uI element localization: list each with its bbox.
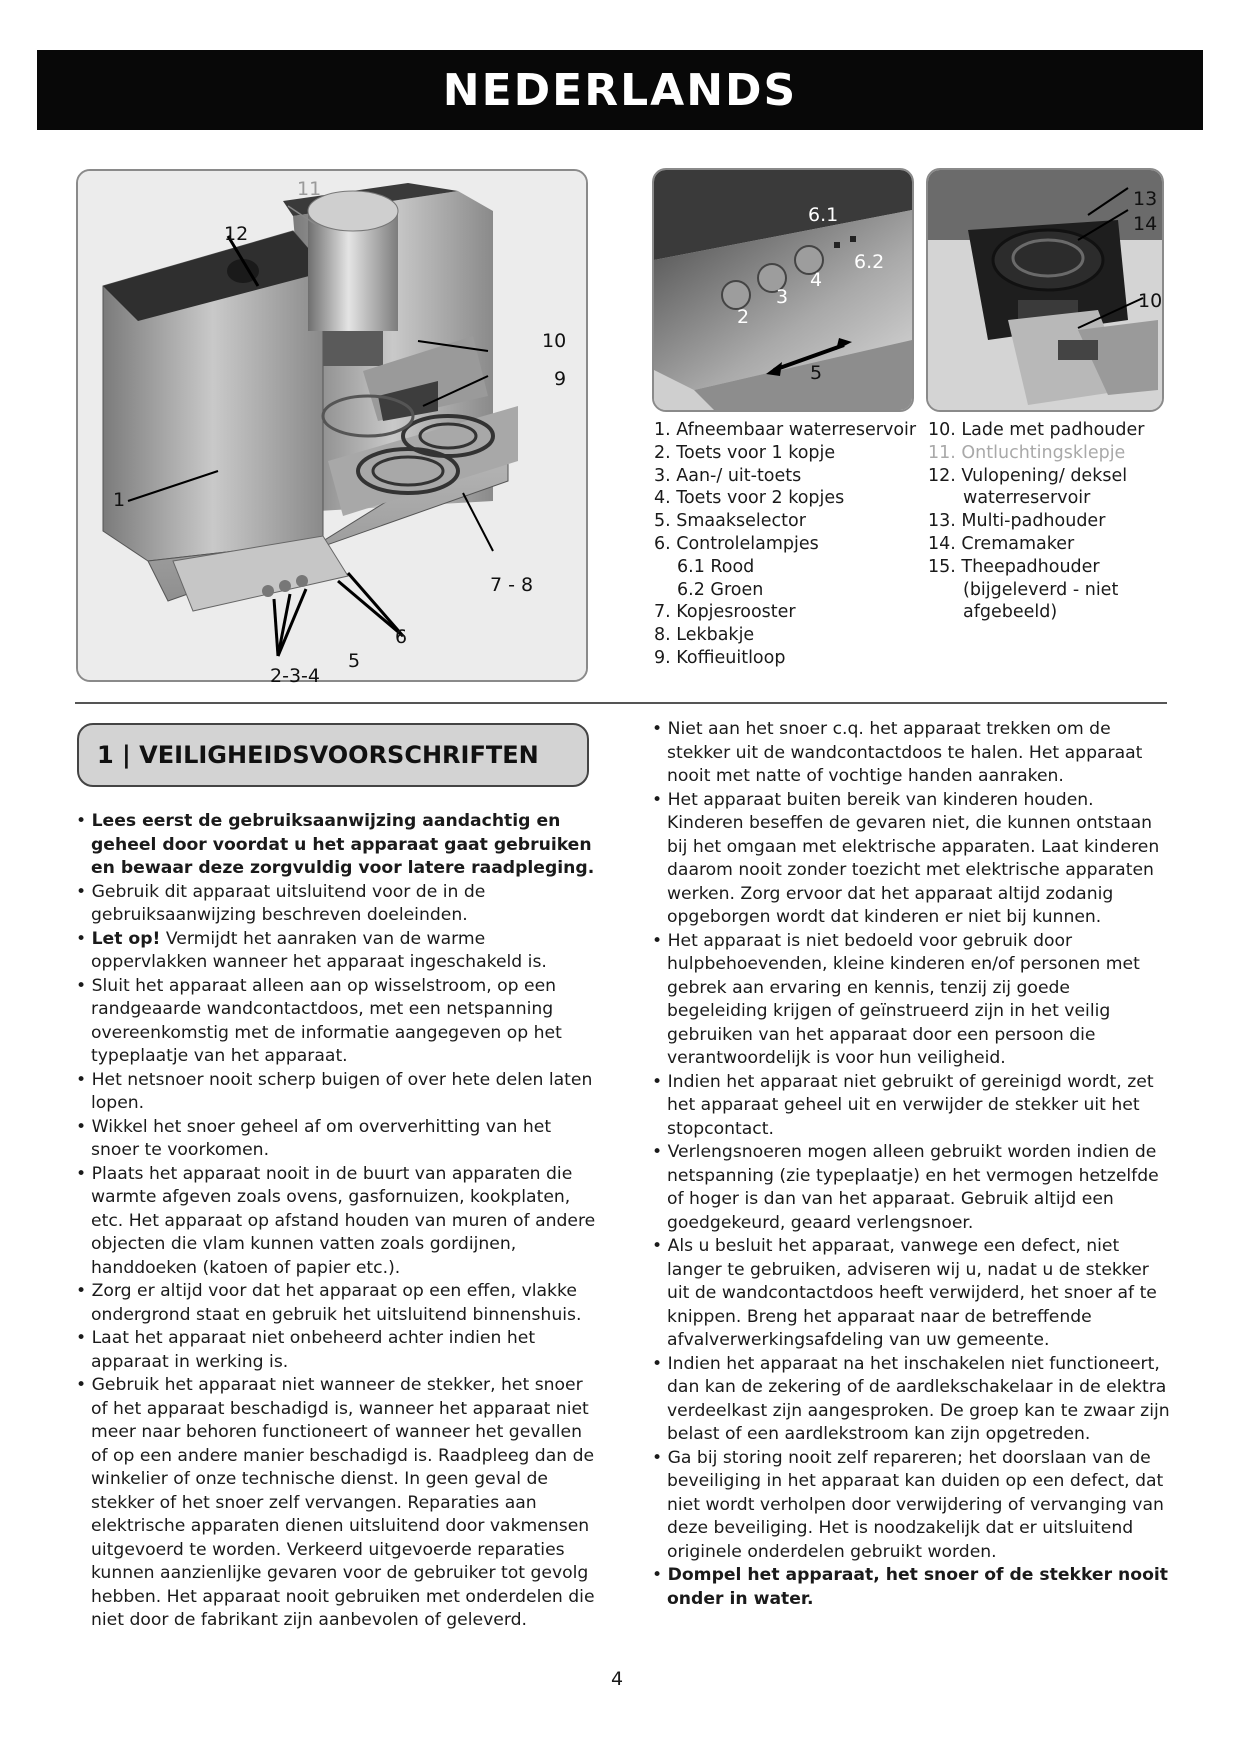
label-4: 4: [810, 269, 823, 291]
label-7-8: 7 - 8: [490, 574, 534, 596]
list-item: • Wikkel het snoer geheel af om oververhitting van het snoer te voorkomen.: [76, 1116, 596, 1163]
header-banner: [37, 50, 1203, 130]
list-item: afgebeeld): [963, 602, 1058, 623]
list-item: • Indien het apparaat na het inschakelen niet functioneert, dan kan de zekering of de aardlekschakelaar in de elektra verdeelkast zijn aangesproken. De groep kan te zwaar zijn belast of een aardlekstroom kan zijn opgetreden.: [652, 1353, 1172, 1447]
list-item: 1. Afneembaar waterreservoir: [654, 420, 917, 440]
list-item: • Het apparaat is niet bedoeld voor gebruik door hulpbehoevenden, kleine kinderen en/of personen met gebrek aan ervaring en kennis, tenzij zij goede begeleiding krijgen of geïnstrueerd zijn in het veilig gebruiken van het apparaat door een persoon die verantwoordelijk is voor hun veiligheid.: [652, 930, 1172, 1071]
list-item: 5. Smaakselector: [654, 511, 806, 532]
label-5: 5: [348, 650, 361, 672]
list-item: • Gebruik dit apparaat uitsluitend voor de in de gebruiksaanwijzing beschreven doeleinden.: [76, 881, 596, 928]
main-product-image: [76, 169, 588, 682]
list-item: 7. Kopjesrooster: [654, 602, 796, 623]
list-item: • Het netsnoer nooit scherp buigen of over hete delen laten lopen.: [76, 1069, 596, 1116]
list-item: • Let op! Vermijdt het aanraken van de warme oppervlakken wanneer het apparaat ingeschakeld is.: [76, 928, 596, 975]
list-item: • Sluit het apparaat alleen aan op wisselstroom, op een randgeaarde wandcontactdoos, met een netspanning overeenkomstig met de informatie aangegeven op het typeplaatje van het apparaat.: [76, 975, 596, 1069]
list-item: 15. Theepadhouder: [928, 556, 1100, 577]
label-10: 10: [542, 330, 567, 352]
list-item: • Het apparaat buiten bereik van kinderen houden. Kinderen beseffen de gevaren niet, die kunnen ontstaan bij het omgaan met elektrische apparaten. Laat kinderen daarom nooit zonder toezicht met elektrische apparaten werken. Zorg ervoor dat het apparaat altijd zodanig opgeborgen wordt dat kinderen er niet bij kunnen.: [652, 789, 1172, 930]
list-item: • Gebruik het apparaat niet wanneer de stekker, het snoer of het apparaat beschadigd is, wanneer het apparaat niet meer naar behoren functioneert of wanneer het gevallen of op een andere manier beschadigd is. Raadpleeg dan de winkelier of onze technische dienst. In geen geval de stekker of het snoer zelf vervangen. Reparaties aan elektrische apparaten dienen uitsluitend door vakmensen uitgevoerd te worden. Verkeerd uitgevoerde reparaties kunnen aanzienlijke gevaren voor de gebruiker tot gevolg hebben. Het apparaat nooit gebruiken met onderdelen die niet door de fabrikant zijn aanbevolen of geleverd.: [76, 1374, 596, 1633]
safety-column-left: [76, 810, 596, 1633]
label-5-panel: 5: [810, 362, 823, 384]
list-item: • Laat het apparaat niet onbeheerd achter indien het apparaat in werking is.: [76, 1327, 596, 1374]
list-item: • Dompel het apparaat, het snoer of de stekker nooit onder in water.: [652, 1564, 1172, 1611]
list-item: • Lees eerst de gebruiksaanwijzing aandachtig en geheel door voordat u het apparaat gaat gebruiken en bewaar deze zorgvuldig voor latere raadpleging.: [76, 810, 596, 881]
list-item: • Verlengsnoeren mogen alleen gebruikt worden indien de netspanning (zie typeplaatje) en het vermogen hetzelfde of hoger is dan van het apparaat. Gebruik altijd een goedgekeurd, geaard verlengsnoer.: [652, 1141, 1172, 1235]
list-item: • Als u besluit het apparaat, vanwege een defect, niet langer te gebruiken, adviseren wij u, nadat u de stekker uit de wandcontactdoos heeft verwijderd, het snoer af te knippen. Breng het apparaat naar de betreffende afvalverwerkingsafdeling van uw gemeente.: [652, 1235, 1172, 1353]
label-1: 1: [113, 489, 126, 511]
label-10-pod: 10: [1138, 290, 1163, 312]
safety-column-right: [652, 718, 1172, 1611]
label-6: 6: [395, 626, 408, 648]
parts-list-left: [654, 419, 916, 670]
pod-holder-image: [926, 168, 1164, 412]
list-item: • Indien het apparaat niet gebruikt of gereinigd wordt, zet het apparaat geheel uit en verwijder de stekker uit het stopcontact.: [652, 1071, 1172, 1142]
section-title: 1 | VEILIGHEIDSVOORSCHRIFTEN: [97, 741, 539, 769]
label-3: 3: [776, 286, 789, 308]
page-number: 4: [611, 1668, 624, 1690]
list-item: • Plaats het apparaat nooit in de buurt van apparaten die warmte afgeven zoals ovens, gasfornuizen, kookplaten, etc. Het apparaat op afstand houden van muren of andere objecten die vlam kunnen vatten zoals gordijnen, handdoeken (katoen of papier etc.).: [76, 1163, 596, 1281]
list-item: 6.1 Rood: [677, 556, 755, 577]
list-item: 4. Toets voor 2 kopjes: [654, 488, 845, 509]
label-13: 13: [1133, 188, 1158, 210]
list-item: 11. Ontluchtingsklepje: [928, 442, 1126, 463]
section-heading: [77, 723, 589, 787]
list-item: 13. Multi-padhouder: [928, 511, 1106, 532]
parts-list-right: [928, 419, 1144, 624]
pod-holder-illustration: [928, 170, 1162, 410]
label-6-2: 6.2: [854, 251, 885, 273]
list-item: • Niet aan het snoer c.q. het apparaat trekken om de stekker uit de wandcontactdoos te halen. Het apparaat nooit met natte of vochtige handen aanraken.: [652, 718, 1172, 789]
list-item: 6. Controlelampjes: [654, 533, 819, 554]
list-item: 8. Lekbakje: [654, 625, 755, 646]
list-item: 6.2 Groen: [677, 579, 764, 600]
list-item: • Zorg er altijd voor dat het apparaat op een effen, vlakke ondergrond staat en gebruik het uitsluitend binnenshuis.: [76, 1280, 596, 1327]
label-14: 14: [1133, 213, 1158, 235]
label-9: 9: [554, 368, 567, 390]
page-title: NEDERLANDS: [442, 64, 798, 116]
list-item: waterreservoir: [963, 488, 1091, 509]
list-item: • Ga bij storing nooit zelf repareren; het doorslaan van de beveiliging in het apparaat kan duiden op een defect, dat niet wordt verholpen door verwijdering of vervanging van deze beveiliging. Het is noodzakelijk dat er uitsluitend originele onderdelen gebruikt worden.: [652, 1447, 1172, 1565]
list-item: 2. Toets voor 1 kopje: [654, 442, 836, 463]
list-item: 3. Aan-/ uit-toets: [654, 465, 802, 486]
label-2-3-4: 2-3-4: [270, 665, 320, 687]
list-item: 10. Lade met padhouder: [928, 420, 1145, 440]
list-item: (bijgeleverd - niet: [963, 579, 1119, 600]
label-11: 11: [297, 178, 322, 200]
coffee-machine-illustration: [78, 171, 586, 680]
section-divider: [75, 702, 1167, 704]
label-2: 2: [737, 306, 750, 328]
list-item: 9. Koffieuitloop: [654, 647, 786, 668]
list-item: 14. Cremamaker: [928, 533, 1075, 554]
label-6-1: 6.1: [808, 204, 839, 226]
label-12: 12: [224, 223, 249, 245]
list-item: 12. Vulopening/ deksel: [928, 465, 1128, 486]
